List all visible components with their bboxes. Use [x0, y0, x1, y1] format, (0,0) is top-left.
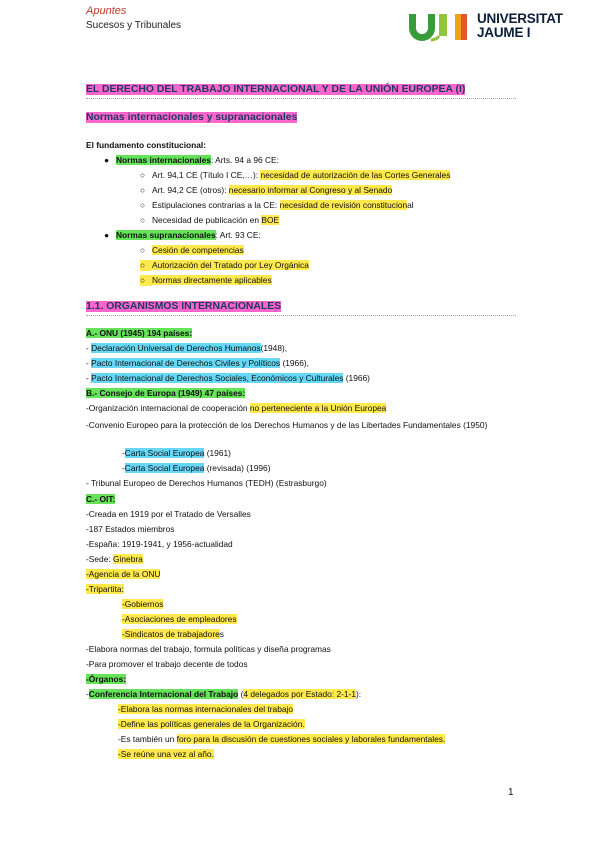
list-item: -187 Estados miembros	[86, 524, 175, 534]
list-item: -Carta Social Europea (revisada) (1996)	[122, 463, 271, 473]
list-item: -Carta Social Europea (1961)	[122, 448, 231, 458]
list-item: -Define las políticas generales de la Organización.	[118, 719, 305, 729]
list-item: ○ Normas directamente aplicables	[140, 275, 272, 285]
list-item: ● Normas supranacionales: Art. 93 CE:	[104, 230, 261, 240]
list-item: -Organización internacional de cooperación no perteneciente a la Unión Europea	[86, 403, 387, 413]
list-item: -Elabora las normas internacionales del trabajo	[118, 704, 294, 714]
organos-title: -Órganos:	[86, 674, 127, 684]
list-item: -Es también un foro para la discusión de cuestiones sociales y laborales fundamentales.	[118, 734, 446, 744]
list-item: ○ Estipulaciones contrarias a la CE: necesidad de revisión constitucional	[140, 200, 414, 210]
list-item: ○ Autorización del Tratado por Ley Orgánica	[140, 260, 309, 270]
list-item: -Conferencia Internacional del Trabajo (4 delegados por Estado: 2-1-1):	[86, 689, 362, 699]
uji-logo	[409, 10, 579, 44]
list-item: ○ Art. 94,1 CE (Título I CE,…): necesidad de autorización de las Cortes Generales	[140, 170, 451, 180]
list-item: - Pacto Internacional de Derechos Civiles y Políticos (1966),	[86, 358, 309, 368]
list-item: ● Normas internacionales: Arts. 94 a 96 CE:	[104, 155, 279, 165]
doc-title: EL DERECHO DEL TRABAJO INTERNACIONAL Y DE LA UNIÓN EUROPEA (I)	[86, 84, 466, 95]
list-item: -Elabora normas del trabajo, formula políticas y diseña programas	[86, 644, 331, 654]
list-item: - Tribunal Europeo de Derechos Humanos (TEDH) (Estrasburgo)	[86, 478, 327, 488]
oit-title: C.- OIT:	[86, 494, 116, 504]
list-item: -Se reúne una vez al año.	[118, 749, 214, 759]
list-item: -Sindicatos de trabajadores	[122, 629, 224, 639]
list-item: -Asociaciones de empleadores	[122, 614, 237, 624]
paragraph: -Convenio Europeo para la protección de los Derechos Humanos y de las Libertades Fundamentales (1950)	[86, 420, 488, 430]
list-item: - Pacto Internacional de Derechos Sociales, Económicos y Culturales (1966)	[86, 373, 370, 383]
list-item: ○ Necesidad de publicación en BOE	[140, 215, 280, 225]
list-item: -Agencia de la ONU	[86, 569, 161, 579]
header-apuntes: Apuntes	[86, 5, 127, 17]
fundamento: El fundamento constitucional:	[86, 140, 207, 150]
list-item: -Creada en 1919 por el Tratado de Versalles	[86, 509, 251, 519]
doc-subtitle: Normas internacionales y supranacionales	[86, 112, 298, 123]
uji-logo-mark	[409, 10, 471, 42]
logo-text	[477, 12, 563, 40]
logo-line2: JAUME I	[477, 25, 531, 40]
ce-title: B.- Consejo de Europa (1949) 47 países:	[86, 388, 246, 398]
header-subtitle: Sucesos y Tribunales	[86, 20, 182, 31]
list-item: -Gobiernos	[122, 599, 164, 609]
list-item: -Para promover el trabajo decente de todos	[86, 659, 248, 669]
list-item: ○ Art. 94,2 CE (otros): necesario informar al Congreso y al Senado	[140, 185, 393, 195]
section-heading: 1.1. ORGANISMOS INTERNACIONALES	[86, 301, 282, 312]
list-item: -Sede: Ginebra	[86, 554, 143, 564]
divider	[86, 315, 516, 316]
list-item: ○ Cesión de competencias	[140, 245, 244, 255]
list-item: - Declaración Universal de Derechos Humanos(1948),	[86, 343, 288, 353]
page-number: 1	[508, 787, 514, 798]
list-item: -Tripartita:	[86, 584, 124, 594]
onu-title: A.- ONU (1945) 194 países:	[86, 328, 193, 338]
list-item: -España: 1919-1941, y 1956-actualidad	[86, 539, 233, 549]
logo-line1: UNIVERSITAT	[477, 11, 563, 26]
divider	[86, 98, 516, 99]
